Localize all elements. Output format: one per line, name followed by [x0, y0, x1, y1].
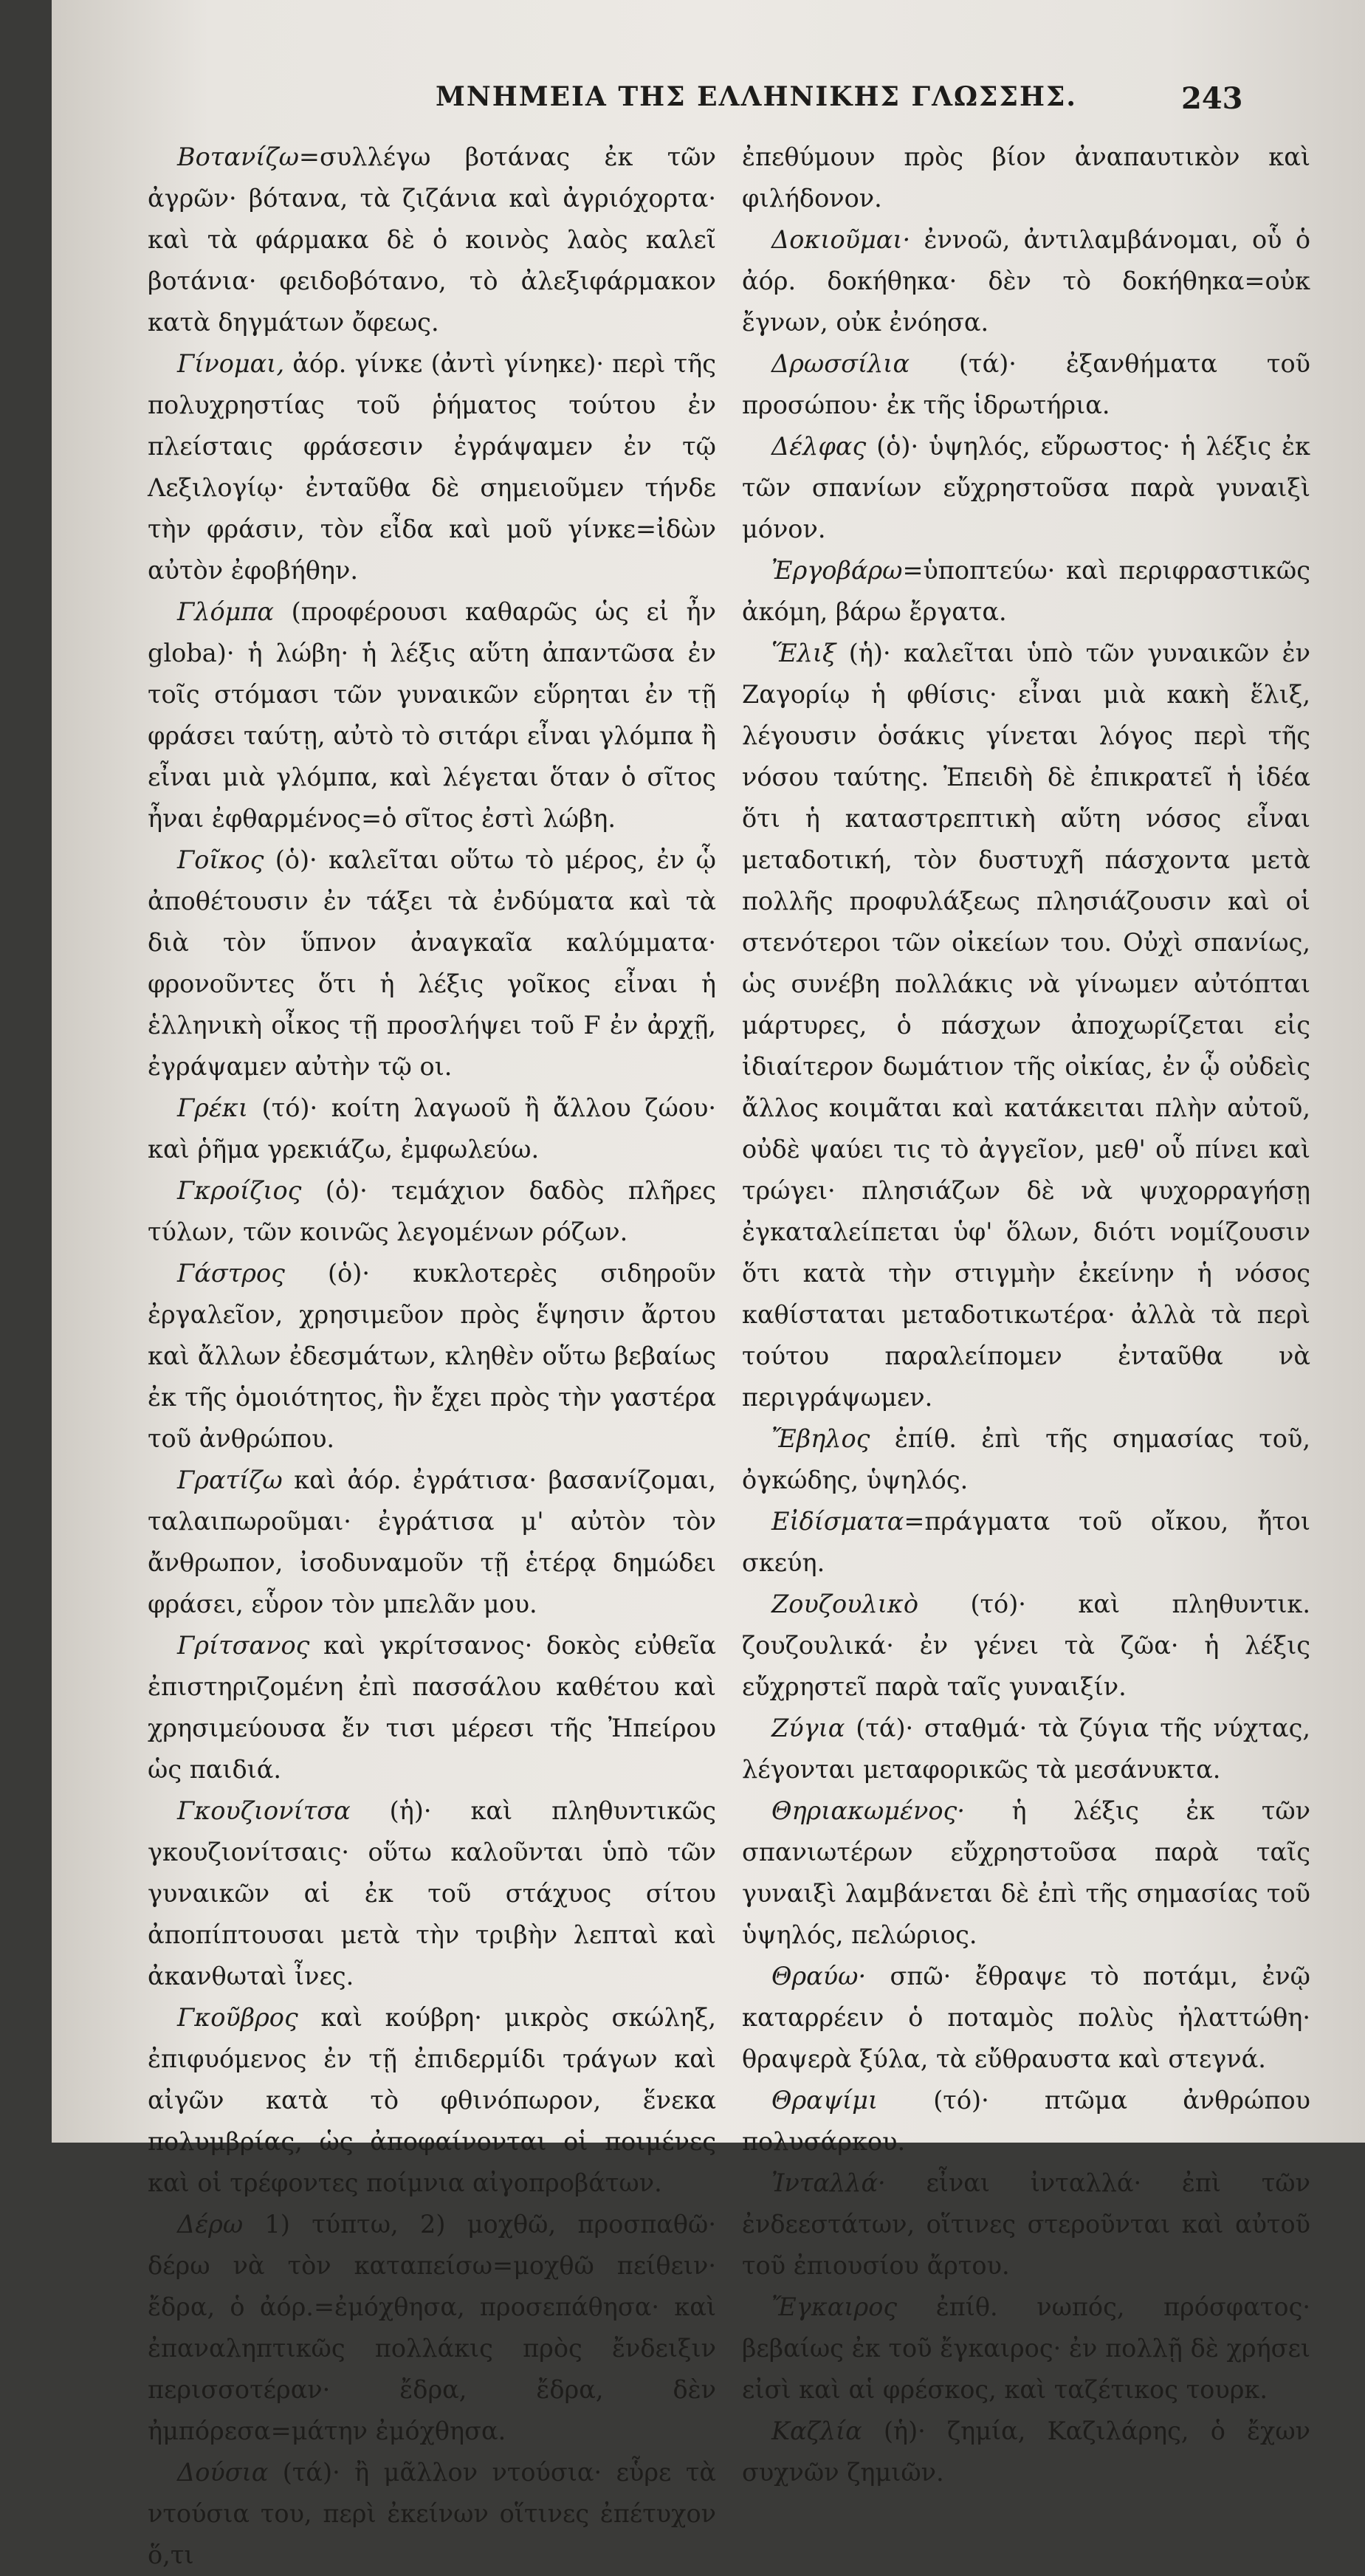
right-column: [742, 137, 1310, 2493]
entry-text: (ὁ)· ὑψηλός, εὔρωστος· ἡ λέξις ἐκ τῶν σπανίων εὔχρηστοῦσα παρὰ γυναιξὶ μόνον.: [742, 432, 1310, 543]
dictionary-entry: [742, 1708, 1310, 1790]
entry-headword: Δέλφας: [771, 432, 867, 461]
entry-headword: Γοῖκος: [177, 845, 264, 874]
dictionary-entry: [742, 633, 1310, 1418]
dictionary-entry: [148, 839, 716, 1088]
entry-headword: Γρατίζω: [177, 1466, 283, 1494]
entry-text: ἐπεθύμουν πρὸς βίον ἀναπαυτικὸν καὶ φιλήδονον.: [742, 142, 1310, 213]
entry-text: εἶναι ἰνταλλά· ἐπὶ τῶν ἐνδεεστάτων, οἵτινες στεροῦνται καὶ αὐτοῦ τοῦ ἐπιουσίου ἄρτου.: [742, 2168, 1310, 2280]
dictionary-entry: [742, 1418, 1310, 1501]
dictionary-entry: [148, 2204, 716, 2452]
entry-headword: Γίνομαι,: [177, 349, 285, 378]
page-number: 243: [1181, 81, 1243, 116]
dictionary-entry: [742, 426, 1310, 550]
entry-text: καὶ κούβρη· μικρὸς σκώληξ, ἐπιφυόμενος ἐν τῇ ἐπιδερμίδι τράγων καὶ αἰγῶν κατὰ τὸ φθινόπωρον, ἕνεκα πολυμβρίας, ὡς ἀποφαίνονται οἱ ποιμένες καὶ οἱ τρέφοντες ποίμνια αἰγοπροβάτων.: [148, 2003, 716, 2197]
dictionary-entry: [742, 219, 1310, 343]
entry-headword: Δούσια: [177, 2458, 269, 2487]
entry-headword: Καζλία: [771, 2417, 862, 2445]
dictionary-entry: [148, 1088, 716, 1170]
entry-text: (ὁ)· τεμάχιον δαδὸς πλῆρες τύλων, τῶν κοινῶς λεγομένων ρόζων.: [148, 1176, 716, 1246]
entry-text: ἐννοῶ, ἀντιλαμβάνομαι, οὗ ὁ ἀόρ. δοκήθηκα· δὲν τὸ δοκήθηκα=οὐκ ἔγνων, οὐκ ἐνόησα.: [742, 225, 1310, 337]
dictionary-entry: [148, 591, 716, 839]
entry-headword: Ἔβηλος: [771, 1424, 870, 1453]
entry-headword: Ἐργοβάρω: [771, 556, 903, 585]
entry-text: (τό)· πτῶμα ἀνθρώπου πολυσάρκου.: [742, 2086, 1310, 2156]
entry-headword: Ἕλιξ: [771, 639, 836, 667]
entry-headword: Θραύω·: [771, 1962, 867, 1991]
entry-headword: Γλόμπα: [177, 597, 275, 626]
entry-text: (τό)· καὶ πληθυντικ. ζουζουλικά· ἐν γένει τὰ ζῶα· ἡ λέξις εὔχρηστεῖ παρὰ ταῖς γυναιξίν.: [742, 1590, 1310, 1701]
entry-text: (τά)· ἢ μᾶλλον ντούσια· εὗρε τὰ ντούσια του, περὶ ἐκείνων οἵτινες ἐπέτυχον ὅ,τι: [148, 2458, 716, 2569]
entry-text: (τό)· κοίτη λαγωοῦ ἢ ἄλλου ζώου· καὶ ῥῆμα γρεκιάζω, ἐμφωλεύω.: [148, 1093, 716, 1164]
dictionary-entry: [742, 2411, 1310, 2493]
entry-text: ἀόρ. γίνκε (ἀντὶ γίνηκε)· περὶ τῆς πολυχρηστίας τοῦ ῥήματος τούτου ἐν πλείσταις φράσεσιν ἐγράψαμεν ἐν τῷ Λεξιλογίῳ· ἐνταῦθα δὲ σημειοῦμεν τήνδε τὴν φράσιν, τὸν εἶδα καὶ μοῦ γίνκε=ἰδὼν αὐτὸν ἐφοβήθην.: [148, 349, 716, 585]
entry-headword: Βοτανίζω: [177, 142, 299, 171]
entry-text: (ἡ)· ζημία, Καζιλάρης, ὁ ἔχων συχνῶν ζημιῶν.: [742, 2417, 1310, 2487]
entry-headword: Ζύγια: [771, 1714, 845, 1742]
entry-text: (ἡ)· καλεῖται ὑπὸ τῶν γυναικῶν ἐν Ζαγορίῳ ἡ φθίσις· εἶναι μιὰ κακὴ ἕλιξ, λέγουσιν ὁσάκις γίνεται λόγος περὶ τῆς νόσου ταύτης. Ἐπειδὴ δὲ ἐπικρατεῖ ἡ ἰδέα ὅτι ἡ καταστρεπτικὴ αὕτη νόσος εἶναι μεταδοτική, τὸν δυστυχῆ πάσχοντα μετὰ πολλῆς προφυλάξεως πλησιάζουσιν καὶ οἱ στενότεροι τῶν οἰκείων του. Οὐχὶ σπανίως, ὡς συνέβη πολλάκις νὰ γίνωμεν αὐτόπται μάρτυρες, ὁ πάσχων ἀποχωρίζεται εἰς ἰδιαίτερον δωμάτιον τῆς οἰκίας, ἐν ᾧ οὐδεὶς ἄλλος κοιμᾶται καὶ κατάκειται πλὴν αὐτοῦ, οὐδὲ ψαύει τις τὸ ἀγγεῖον, μεθ' οὗ πίνει καὶ τρώγει· πλησιάζων δὲ νὰ ψυχορραγήσῃ ἐγκαταλείπεται ὑφ' ὅλων, διότι νομίζουσιν ὅτι κατὰ τὴν στιγμὴν ἐκείνην ἡ νόσος καθίσταται μεταδοτικωτέρα· ἀλλὰ τὰ περὶ τούτου παραλείπομεν ἐνταῦθα νὰ περιγράψωμεν.: [742, 639, 1310, 1412]
dictionary-entry: [742, 550, 1310, 633]
entry-headword: Θηριακωμένος·: [771, 1796, 965, 1825]
page-header: [52, 81, 1365, 118]
dictionary-entry: [148, 2452, 716, 2576]
dictionary-entry: [148, 343, 716, 591]
entry-text: (ἡ)· καὶ πληθυντικῶς γκουζιονίτσαις· οὕτω καλοῦνται ὑπὸ τῶν γυναικῶν αἱ ἐκ τοῦ στάχυος σίτου ἀποπίπτουσαι μετὰ τὴν τριβὴν λεπταὶ καὶ ἀκανθωταὶ ἶνες.: [148, 1796, 716, 1991]
left-column: [148, 137, 716, 2576]
entry-text: =ὑποπτεύω· καὶ περιφραστικῶς ἀκόμη, βάρω ἔργατα.: [742, 556, 1310, 626]
entry-text: (τά)· σταθμά· τὰ ζύγια τῆς νύχτας, λέγονται μεταφορικῶς τὰ μεσάνυκτα.: [742, 1714, 1310, 1784]
entry-text: καὶ γκρίτσανος· δοκὸς εὐθεῖα ἐπιστηριζομένη ἐπὶ πασσάλου καθέτου καὶ χρησιμεύουσα ἔν τισι μέρεσι τῆς Ἠπείρου ὡς παιδιά.: [148, 1631, 716, 1784]
dictionary-entry: [148, 1253, 716, 1460]
dictionary-entry: [742, 2080, 1310, 2163]
entry-headword: Δέρω: [177, 2210, 244, 2239]
book-page: [52, 0, 1365, 2569]
entry-headword: Γκροίζιος: [177, 1176, 302, 1205]
entry-headword: Γρέκι: [177, 1093, 249, 1122]
entry-text: σπῶ· ἔθραψε τὸ ποτάμι, ἐνῷ καταρρέειν ὁ ποταμὸς πολὺς ἠλαττώθη· θραψερὰ ξύλα, τὰ εὔθραυστα καὶ στεγνά.: [742, 1962, 1310, 2073]
dictionary-entry: [742, 1956, 1310, 2080]
entry-headword: Θραψίμι: [771, 2086, 879, 2115]
entry-text: ἡ λέξις ἐκ τῶν σπανιωτέρων εὔχρηστοῦσα παρὰ ταῖς γυναιξὶ λαμβάνεται δὲ ἐπὶ τῆς σημασίας τοῦ ὑψηλός, πελώριος.: [742, 1796, 1310, 1949]
entry-text: (τά)· ἐξανθήματα τοῦ προσώπου· ἐκ τῆς ἱδρωτήρια.: [742, 349, 1310, 419]
dictionary-entry: [742, 343, 1310, 426]
dictionary-entry: [148, 1170, 716, 1253]
entry-headword: Ζουζουλικὸ: [771, 1590, 919, 1618]
dictionary-entry: [148, 1625, 716, 1790]
dictionary-entry: [742, 2163, 1310, 2287]
dictionary-entry: [148, 137, 716, 343]
entry-headword: Γκοῦβρος: [177, 2003, 298, 2032]
entry-headword: Γκουζιονίτσα: [177, 1796, 351, 1825]
dictionary-entry: [742, 1584, 1310, 1708]
entry-headword: Δρωσσίλια: [771, 349, 910, 378]
entry-headword: Ἔγκαιρος: [771, 2292, 898, 2321]
entry-headword: Δοκιοῦμαι·: [771, 225, 911, 254]
entry-text: ἐπίθ. ἐπὶ τῆς σημασίας τοῦ, ὀγκώδης, ὑψηλός.: [742, 1424, 1310, 1494]
entry-text: ἐπίθ. νωπός, πρόσφατος· βεβαίως ἐκ τοῦ ἔγκαιρος· ἐν πολλῇ δὲ χρήσει εἰσὶ καὶ αἱ φρέσκος, καὶ ταζέτικος τουρκ.: [742, 2292, 1310, 2404]
entry-headword: Ἰνταλλά·: [771, 2168, 886, 2197]
entry-text: καὶ ἀόρ. ἐγράτισα· βασανίζομαι, ταλαιπωροῦμαι· ἐγράτισα μ' αὐτὸν τὸν ἄνθρωπον, ἰσοδυναμοῦν τῇ ἑτέρᾳ δημώδει φράσει, εὗρον τὸν μπελᾶν μου.: [148, 1466, 716, 1618]
entry-text: 1) τύπτω, 2) μοχθῶ, προσπαθῶ· δέρω νὰ τὸν καταπείσω=μοχθῶ πείθειν· ἔδρα, ὁ ἀόρ.=ἐμόχθησα, προσεπάθησα· καὶ ἐπαναληπτικῶς πολλάκις πρὸς ἔνδειξιν περισσοτέραν· ἔδρα, ἔδρα, δὲν ἠμπόρεσα=μάτην ἐμόχθησα.: [148, 2210, 716, 2445]
entry-headword: Γρίτσανος: [177, 1631, 310, 1660]
entry-headword: Εἰδίσματα: [771, 1507, 904, 1536]
entry-text: (ὁ)· κυκλοτερὲς σιδηροῦν ἐργαλεῖον, χρησιμεῦον πρὸς ἕψησιν ἄρτου καὶ ἄλλων ἐδεσμάτων, κληθὲν οὕτω βεβαίως ἐκ τῆς ὁμοιότητος, ἣν ἔχει πρὸς τὴν γαστέρα τοῦ ἀνθρώπου.: [148, 1259, 716, 1453]
dictionary-entry: [742, 1790, 1310, 1956]
running-title: ΜΝΗΜΕΙΑ ΤΗΣ ΕΛΛΗΝΙΚΗΣ ΓΛΩΣΣΗΣ.: [436, 81, 1077, 112]
entry-headword: Γάστρος: [177, 1259, 285, 1288]
entry-text: (ὁ)· καλεῖται οὕτω τὸ μέρος, ἐν ᾧ ἀποθέτουσιν ἐν τάξει τὰ ἐνδύματα καὶ τὰ διὰ τὸν ὕπνον ἀναγκαῖα καλύμματα· φρονοῦντες ὅτι ἡ λέξις γοῖκος εἶναι ἡ ἑλληνικὴ οἶκος τῇ προσλήψει τοῦ F ἐν ἀρχῇ, ἐγράψαμεν αὐτὴν τῷ οι.: [148, 845, 716, 1081]
entry-text: (προφέρουσι καθαρῶς ὡς εἰ ἦν globa)· ἡ λώβη· ἡ λέξις αὕτη ἀπαντῶσα ἐν τοῖς στόμασι τῶν γυναικῶν εὕρηται ἐν τῇ φράσει ταύτῃ, αὐτὸ τὸ σιτάρι εἶναι γλόμπα ἢ εἶναι μιὰ γλόμπα, καὶ λέγεται ὅταν ὁ σῖτος ἦναι ἐφθαρμένος=ὁ σῖτος ἐστὶ λώβη.: [148, 597, 716, 833]
dictionary-entry: [148, 1460, 716, 1625]
dictionary-entry: [148, 1790, 716, 1997]
dictionary-entry: [148, 1997, 716, 2204]
dictionary-entry: [742, 137, 1310, 219]
dictionary-entry: [742, 2287, 1310, 2411]
entry-text: =πράγματα τοῦ οἴκου, ἤτοι σκεύη.: [742, 1507, 1310, 1577]
dictionary-entry: [742, 1501, 1310, 1584]
entry-text: =συλλέγω βοτάνας ἐκ τῶν ἀγρῶν· βότανα, τὰ ζιζάνια καὶ ἀγριόχορτα· καὶ τὰ φάρμακα δὲ ὁ κοινὸς λαὸς καλεῖ βοτάνια· φειδοβότανο, τὸ ἀλεξιφάρμακον κατὰ δηγμάτων ὄφεως.: [148, 142, 716, 337]
